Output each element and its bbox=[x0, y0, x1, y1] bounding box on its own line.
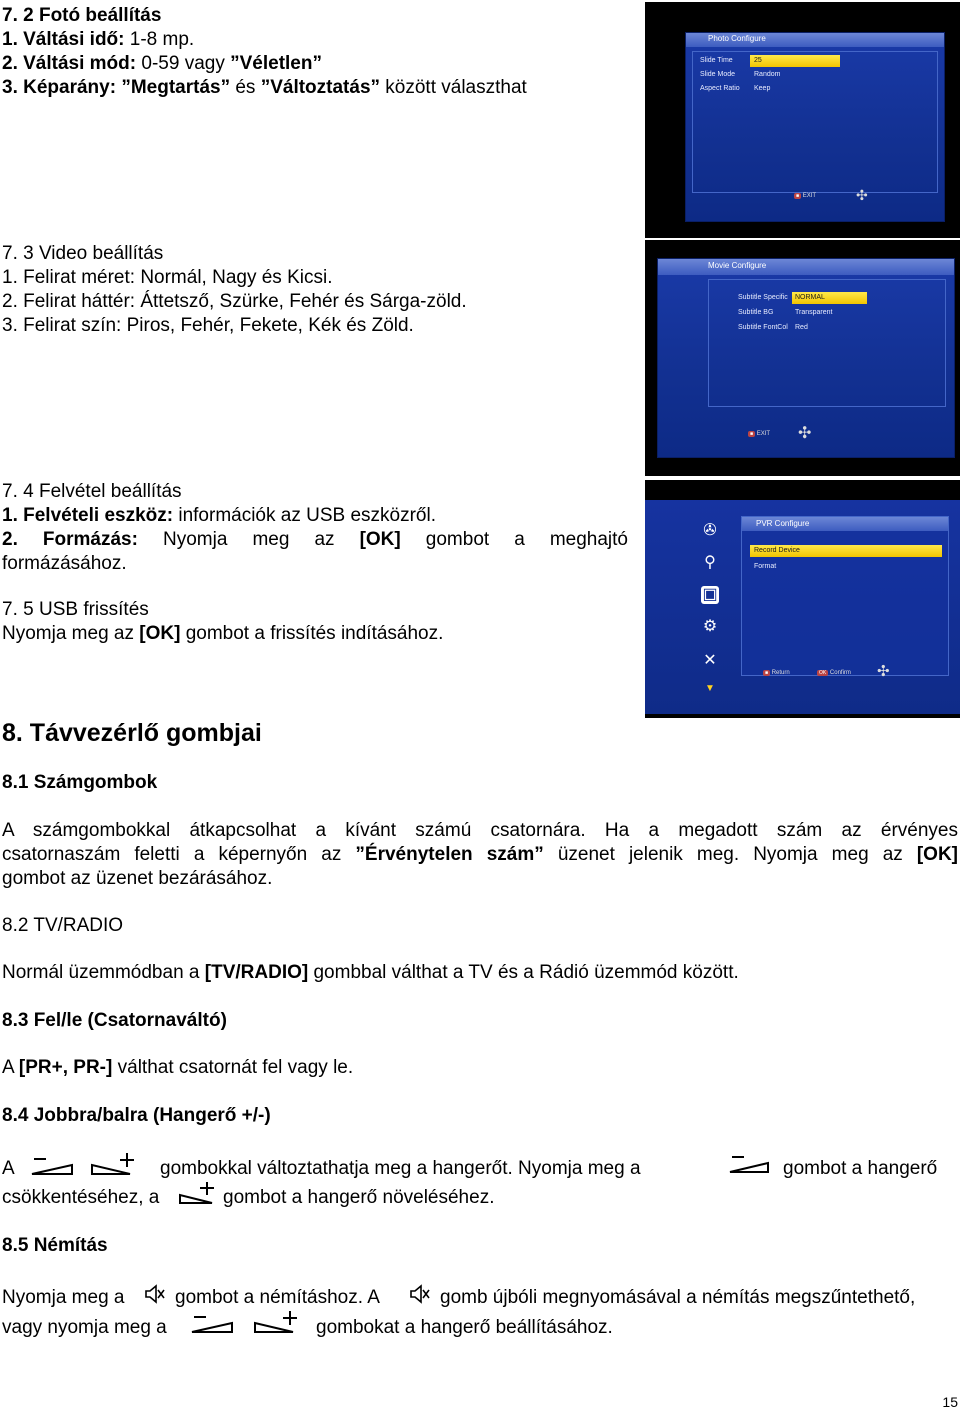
menu-label: Aspect Ratio bbox=[700, 85, 740, 92]
volume-up-icon bbox=[253, 1310, 301, 1336]
numkeys-text-2: csatornaszám feletti a képernyőn az ”Érvénytelen szám” üzenet jelenik meg. Nyomja meg az [OK] bbox=[2, 844, 959, 865]
volume-text-b: gombokkal változtathatja meg a hangerőt. Nyomja meg a bbox=[160, 1158, 641, 1179]
gear-icon: ⚙ bbox=[702, 618, 718, 635]
section-title-8-2: 8.2 TV/RADIO bbox=[2, 915, 124, 936]
photo-configure-screenshot bbox=[645, 2, 960, 238]
menu-header: Photo Configure bbox=[708, 34, 766, 43]
return-hint: ■ Return bbox=[765, 670, 790, 676]
record-item-1: 1. Felvételi eszköz: információk az USB eszközről. bbox=[2, 505, 436, 526]
volume-text-c: gombot a hangerő bbox=[783, 1158, 938, 1179]
section-title-8-3: 8.3 Fel/le (Csatornaváltó) bbox=[2, 1010, 227, 1031]
menu-label: Subtitle Specific bbox=[738, 294, 788, 301]
volume-text-e: gombot a hangerő növeléséhez. bbox=[223, 1187, 495, 1208]
menu-value: Transparent bbox=[795, 309, 833, 316]
menu-label: Slide Mode bbox=[700, 71, 736, 78]
tv-screen bbox=[645, 500, 960, 714]
mute-text-d: vagy nyomja meg a bbox=[2, 1317, 167, 1338]
exit-hint: ■ EXIT bbox=[796, 193, 817, 199]
volume-text-d: csökkentéséhez, a bbox=[2, 1187, 160, 1208]
menu-value: Random bbox=[754, 71, 781, 78]
menu-item: Format bbox=[754, 563, 777, 570]
tv-screen bbox=[657, 258, 955, 458]
exit-hint: ■ EXIT bbox=[750, 431, 771, 437]
numkeys-text-1: A számgombokkal átkapcsolhat a kívánt számú csatornára. Ha a megadott szám az érvényes bbox=[2, 820, 958, 841]
section-title-8-1: 8.1 Számgombok bbox=[2, 772, 158, 793]
tvradio-text: Normál üzemmódban a [TV/RADIO] gombbal válthat a TV és a Rádió üzemmód között. bbox=[2, 962, 739, 983]
photo-item-1: 1. Váltási idő: 1-8 mp. bbox=[2, 29, 195, 50]
volume-down-icon bbox=[30, 1154, 76, 1178]
film-reel-icon: ✇ bbox=[703, 522, 717, 539]
section-title-8-5: 8.5 Némítás bbox=[2, 1235, 108, 1256]
menu-value: Keep bbox=[754, 85, 771, 92]
menu-value-selected: NORMAL bbox=[792, 292, 867, 304]
menu-item-selected: Record Device bbox=[750, 545, 942, 557]
volume-down-icon bbox=[728, 1152, 772, 1176]
volume-text-a: A bbox=[2, 1158, 15, 1179]
record-icon: ▣ bbox=[702, 586, 718, 603]
record-item-2: 2. Formázás: Nyomja meg az [OK] gombot a meghajtó bbox=[2, 529, 628, 550]
volume-up-icon bbox=[90, 1152, 138, 1178]
menu-label: Slide Time bbox=[700, 57, 733, 64]
mute-icon bbox=[144, 1283, 166, 1305]
pvr-configure-screenshot bbox=[645, 480, 960, 718]
section-title-7-5: 7. 5 USB frissítés bbox=[2, 599, 149, 620]
record-item-2-cont: formázásához. bbox=[2, 553, 127, 574]
channel-text: A [PR+, PR-] válthat csatornát fel vagy le. bbox=[2, 1057, 354, 1078]
section-title-8: 8. Távvezérlő gombjai bbox=[2, 719, 262, 747]
chevron-down-icon: ▼ bbox=[705, 683, 715, 694]
section-title-7-2: 7. 2 Fotó beállítás bbox=[2, 5, 162, 26]
menu-value-selected: 25 bbox=[750, 55, 840, 67]
volume-down-icon bbox=[190, 1312, 236, 1336]
tv-screen bbox=[685, 32, 945, 222]
section-title-7-4: 7. 4 Felvétel beállítás bbox=[2, 481, 182, 502]
photo-item-2: 2. Váltási mód: 0-59 vagy ”Véletlen” bbox=[2, 53, 322, 74]
tools-icon: ✕ bbox=[703, 652, 717, 669]
search-icon: ⚲ bbox=[704, 554, 716, 571]
menu-label: Subtitle BG bbox=[738, 309, 774, 316]
volume-up-icon bbox=[178, 1181, 218, 1207]
numkeys-text-3: gombot az üzenet bezárásához. bbox=[2, 868, 273, 889]
video-item-1: 1. Felirat méret: Normál, Nagy és Kicsi. bbox=[2, 267, 333, 288]
mute-text-c: gomb újbóli megnyomásával a némítás megszűntethető, bbox=[440, 1287, 916, 1308]
navigation-icon: ✣ bbox=[798, 425, 812, 442]
photo-item-3: 3. Képarány: ”Megtartás” és ”Változtatás” között választhat bbox=[2, 77, 527, 98]
mute-icon bbox=[409, 1283, 431, 1305]
usb-update-text: Nyomja meg az [OK] gombot a frissítés indításához. bbox=[2, 623, 444, 644]
mute-text-a: Nyomja meg a bbox=[2, 1287, 125, 1308]
video-item-3: 3. Felirat szín: Piros, Fehér, Fekete, Kék és Zöld. bbox=[2, 315, 414, 336]
movie-configure-screenshot bbox=[645, 240, 960, 476]
section-title-7-3: 7. 3 Video beállítás bbox=[2, 243, 164, 264]
page-number: 15 bbox=[942, 1394, 958, 1410]
confirm-hint: OK Confirm bbox=[819, 670, 851, 676]
menu-header: Movie Configure bbox=[708, 261, 767, 270]
video-item-2: 2. Felirat háttér: Áttetsző, Szürke, Fehér és Sárga-zöld. bbox=[2, 291, 467, 312]
menu-header: PVR Configure bbox=[756, 519, 810, 528]
menu-value: Red bbox=[795, 324, 808, 331]
navigation-icon: ✣ bbox=[856, 187, 868, 203]
menu-label: Subtitle FontCol bbox=[738, 324, 788, 331]
mute-text-b: gombot a némításhoz. A bbox=[175, 1287, 380, 1308]
navigation-icon: ✣ bbox=[877, 663, 890, 680]
mute-text-e: gombokat a hangerő beállításához. bbox=[316, 1317, 613, 1338]
section-title-8-4: 8.4 Jobbra/balra (Hangerő +/-) bbox=[2, 1105, 271, 1126]
